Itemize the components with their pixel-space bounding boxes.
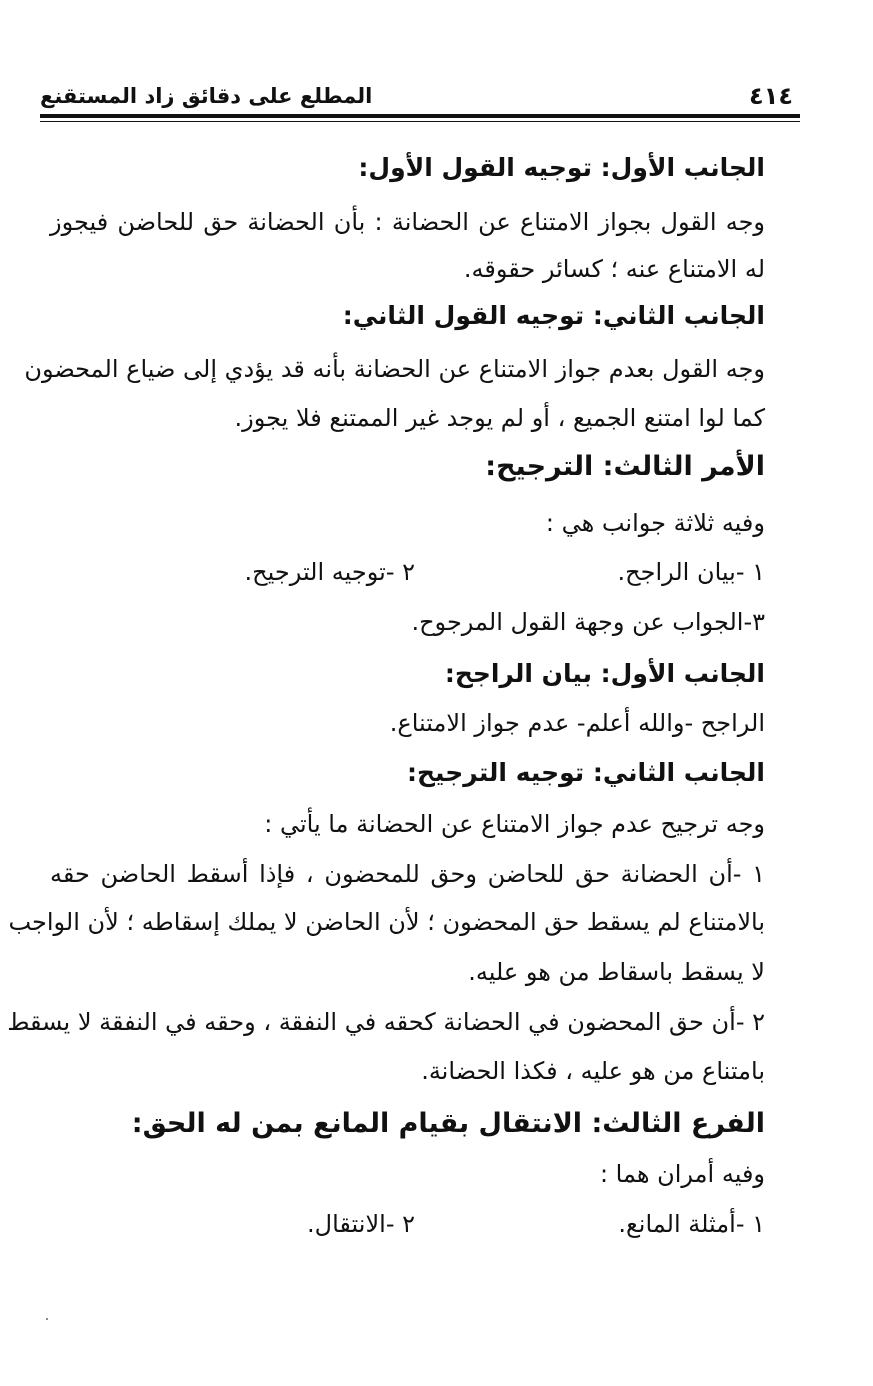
book-title: المطلع على دقائق زاد المستقنع [40, 84, 373, 108]
paragraph-line: وجه ترجيح عدم جواز الامتناع عن الحضانة ما يأتي : [264, 810, 765, 838]
page-number: ٤١٤ [749, 82, 793, 110]
paragraph-line: بالامتناع لم يسقط حق المحضون ؛ لأن الحاضن لا يملك إسقاطه ؛ لأن الواجب [8, 908, 765, 936]
section-heading: الجانب الثاني: توجيه القول الثاني: [342, 301, 765, 330]
paragraph-line: ٢ -أن حق المحضون في الحضانة كحقه في النفقة ، وحقه في النفقة لا يسقط [7, 1008, 765, 1036]
paragraph-line: ١ -أن الحضانة حق للحاضن وحق للمحضون ، فإذا أسقط الحاضن حقه [50, 860, 765, 888]
header-rule-thin [40, 121, 800, 122]
page-header [40, 70, 803, 112]
paragraph-line: بامتناع من هو عليه ، فكذا الحضانة. [421, 1057, 765, 1085]
list-item: ١ -أمثلة المانع. [618, 1210, 765, 1238]
section-heading: الجانب الثاني: توجيه الترجيح: [407, 758, 765, 787]
section-heading: الجانب الأول: توجيه القول الأول: [358, 153, 765, 182]
scan-speck [46, 1318, 48, 1320]
paragraph-line: لا يسقط باسقاط من هو عليه. [468, 958, 765, 986]
paragraph-line: وفيه أمران هما : [599, 1160, 765, 1188]
list-item: ٢ -توجيه الترجيح. [244, 558, 415, 586]
paragraph-line: الراجح -والله أعلم- عدم جواز الامتناع. [389, 709, 765, 737]
paragraph-line: وجه القول بجواز الامتناع عن الحضانة : بأن الحضانة حق للحاضن فيجوز [50, 208, 765, 236]
header-rule-thick [40, 114, 800, 118]
paragraph-line: وجه القول بعدم جواز الامتناع عن الحضانة بأنه قد يؤدي إلى ضياع المحضون [24, 355, 765, 383]
list-item: ٣-الجواب عن وجهة القول المرجوح. [411, 608, 765, 636]
paragraph-line: كما لوا امتنع الجميع ، أو لم يوجد غير الممتنع فلا يجوز. [234, 404, 765, 432]
section-heading: الأمر الثالث: الترجيح: [485, 451, 765, 482]
section-heading: الجانب الأول: بيان الراجح: [444, 659, 765, 688]
paragraph-line: له الامتناع عنه ؛ كسائر حقوقه. [463, 255, 765, 283]
list-item: ١ -بيان الراجح. [617, 558, 765, 586]
paragraph-line: وفيه ثلاثة جوانب هي : [545, 509, 765, 537]
section-heading: الفرع الثالث: الانتقال بقيام المانع بمن له الحق: [131, 1108, 765, 1139]
list-item: ٢ -الانتقال. [307, 1210, 415, 1238]
